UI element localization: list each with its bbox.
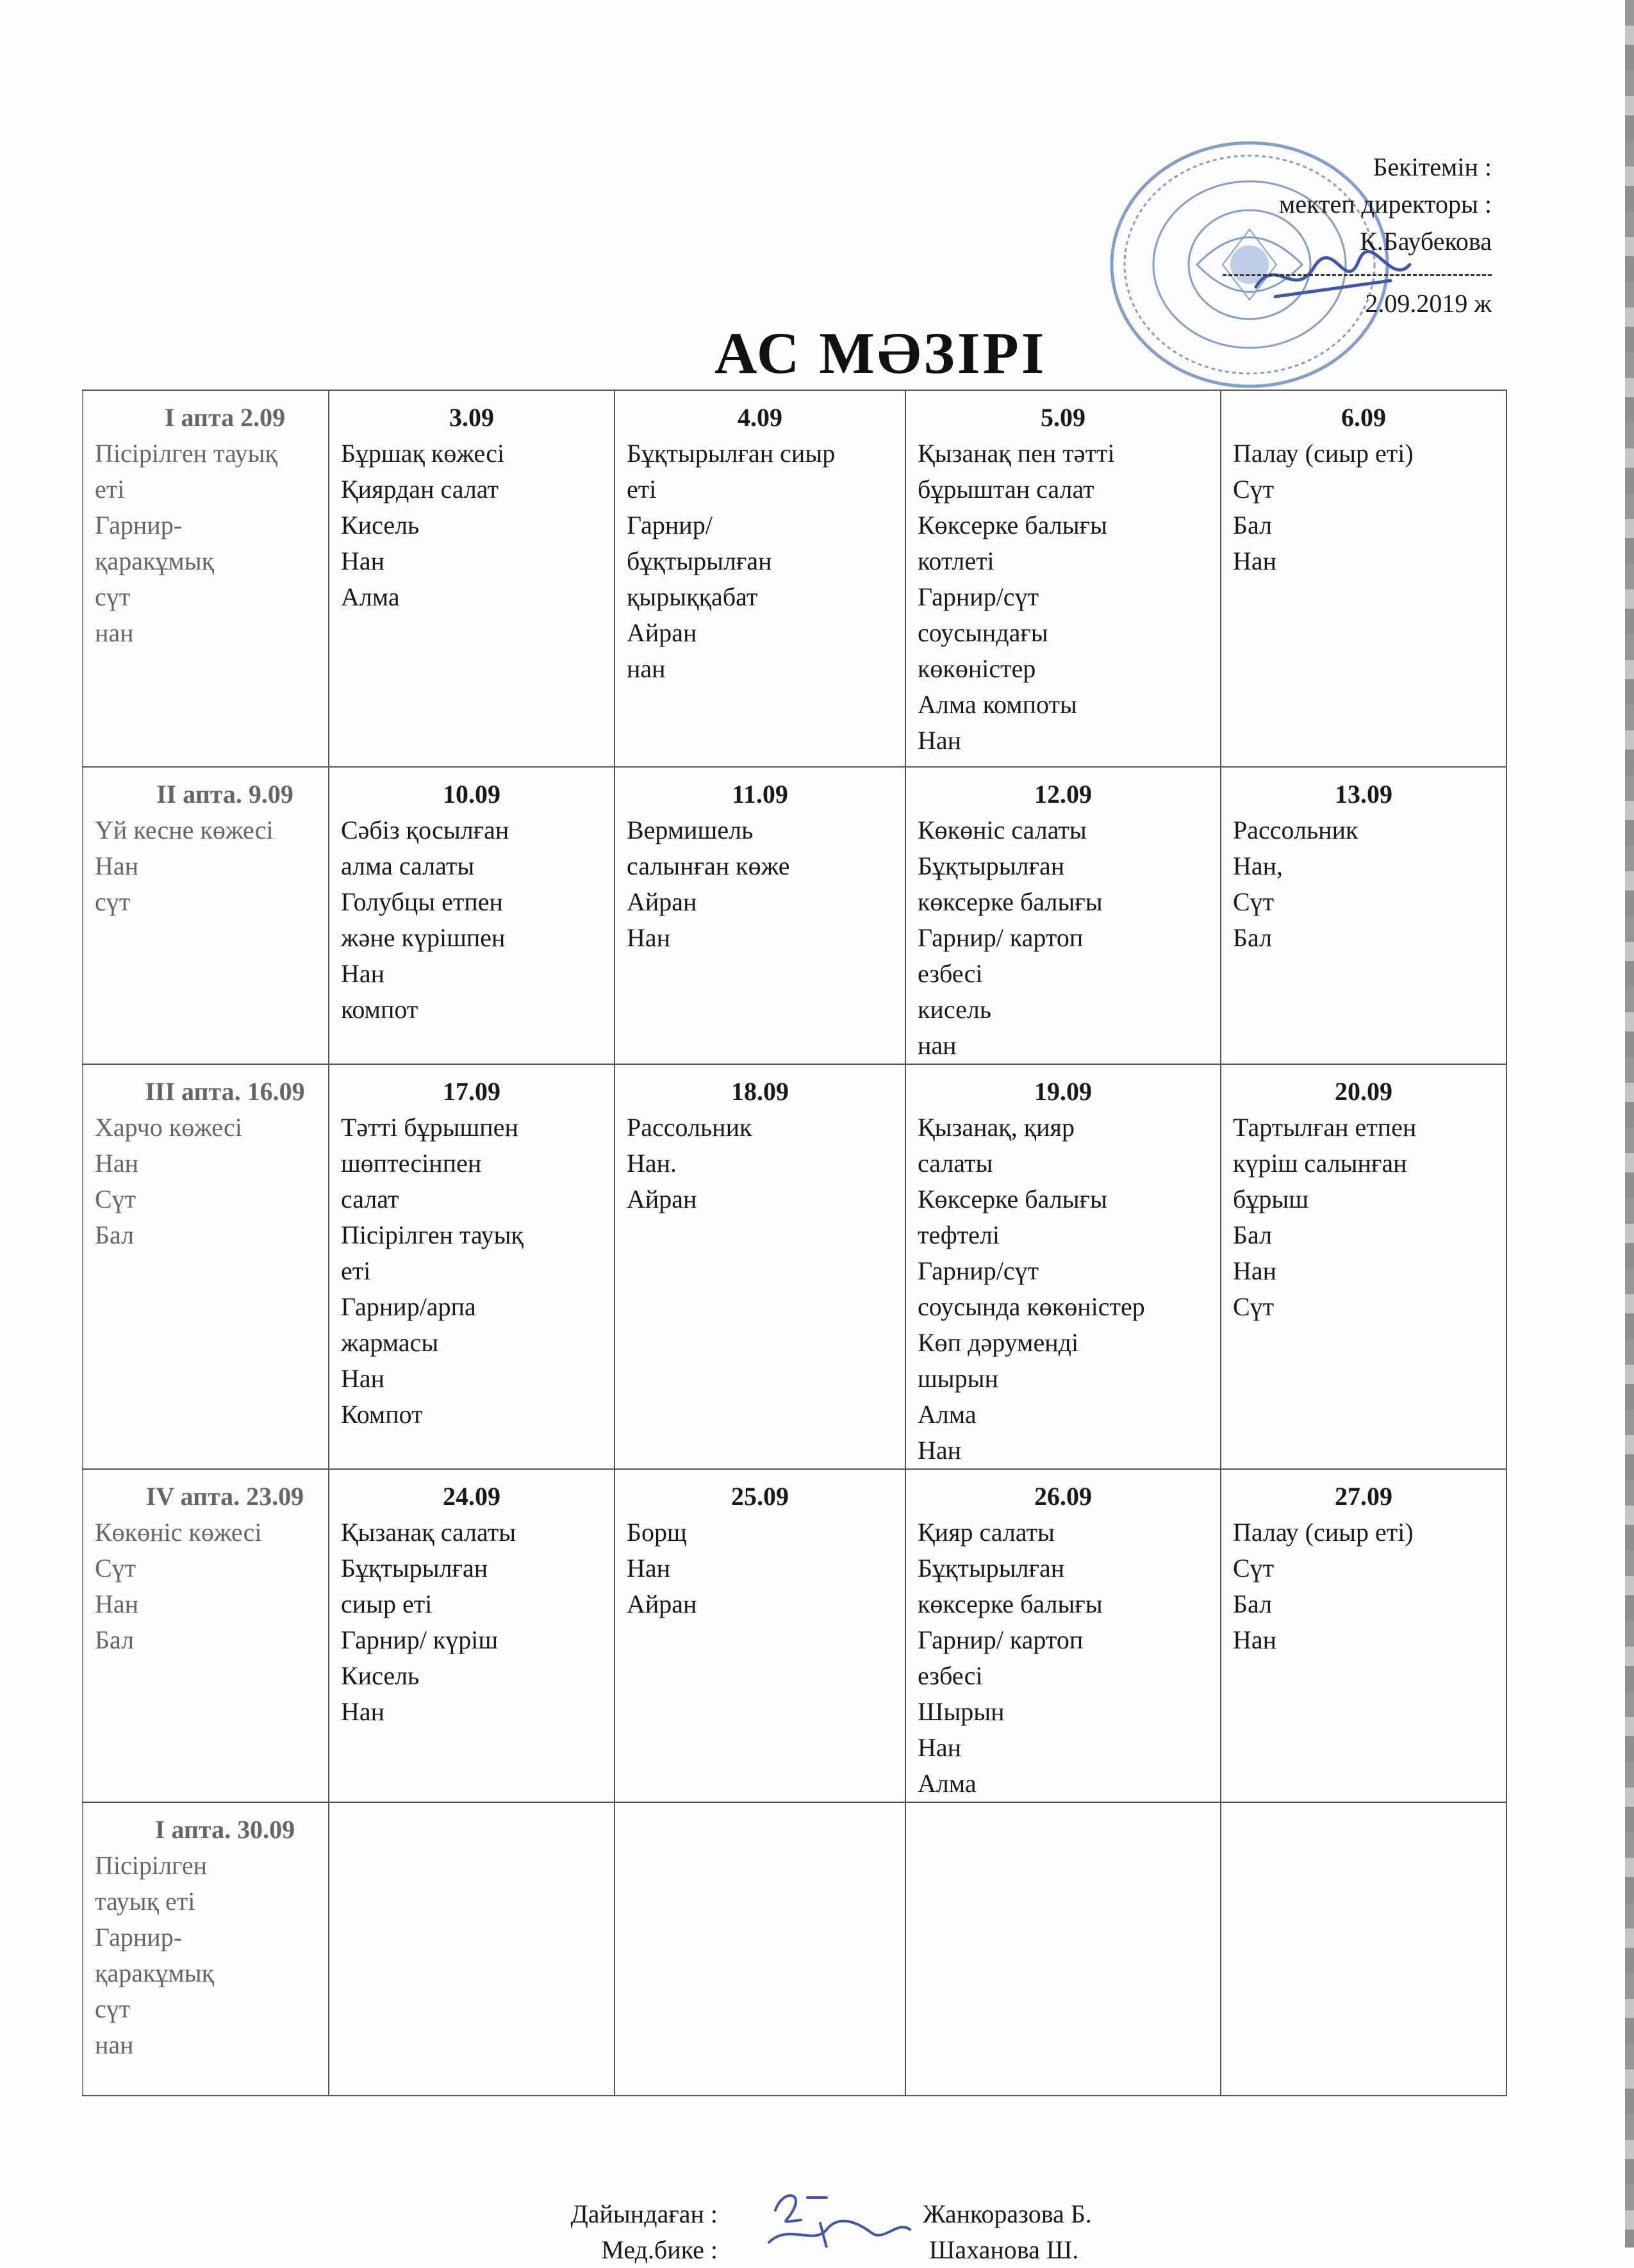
day-date: III апта. 16.09 bbox=[145, 1077, 305, 1106]
menu-item: Нан bbox=[341, 959, 385, 988]
approval-date: 2.09.2019 ж bbox=[1365, 289, 1492, 318]
menu-item: көкөністер bbox=[918, 654, 1036, 683]
menu-item: Бал bbox=[95, 1220, 135, 1249]
menu-item: Бұқтырылған bbox=[341, 1554, 488, 1582]
menu-item: Рассольник bbox=[627, 1113, 752, 1142]
menu-cell bbox=[615, 767, 905, 1064]
menu-item: Борщ bbox=[627, 1518, 687, 1547]
menu-cell bbox=[83, 390, 329, 767]
menu-item: Сүт bbox=[1233, 1554, 1275, 1582]
menu-item: бұқтырылған bbox=[627, 546, 772, 575]
menu-item: Қызанақ салаты bbox=[341, 1518, 516, 1547]
menu-item: нан bbox=[918, 1031, 957, 1060]
day-date: 26.09 bbox=[1034, 1482, 1092, 1511]
approval-position: мектеп директоры : bbox=[1279, 190, 1492, 218]
menu-item: Гарнир/ bbox=[627, 511, 713, 539]
menu-cell bbox=[905, 1064, 1221, 1469]
menu-item: қаракұмық bbox=[95, 546, 214, 575]
approval-name: К.Баубекова bbox=[1360, 227, 1492, 256]
menu-item: Нан bbox=[341, 1364, 385, 1393]
menu-item: Алма компоты bbox=[918, 690, 1077, 719]
menu-item: еті bbox=[627, 475, 657, 504]
menu-item: көксерке балығы bbox=[918, 1590, 1103, 1618]
menu-item: шөптесінпен bbox=[341, 1149, 482, 1178]
menu-item: Шырын bbox=[918, 1697, 1005, 1726]
menu-cell bbox=[329, 767, 615, 1064]
day-date: 5.09 bbox=[1041, 403, 1085, 432]
signature-line bbox=[1223, 268, 1492, 276]
day-date: I апта 2.09 bbox=[164, 403, 286, 432]
menu-item: Нан bbox=[1233, 1256, 1277, 1285]
menu-item: бұрыштан салат bbox=[918, 475, 1094, 504]
day-date: I апта. 30.09 bbox=[154, 1815, 295, 1844]
menu-cell bbox=[615, 1469, 905, 1802]
menu-item: Бал bbox=[1233, 511, 1273, 539]
menu-item: Компот bbox=[341, 1400, 423, 1429]
menu-cell bbox=[1221, 767, 1506, 1064]
menu-cell bbox=[905, 1802, 1221, 2096]
menu-item: сиыр еті bbox=[341, 1590, 433, 1618]
menu-item: Сүт bbox=[1233, 475, 1275, 504]
menu-item: Гарнир/сүт bbox=[918, 582, 1039, 611]
menu-item: Гарнир/ күріш bbox=[341, 1625, 499, 1654]
menu-item: Сүт bbox=[95, 1185, 136, 1213]
menu-item: көксерке балығы bbox=[918, 887, 1103, 916]
menu-item: Нан bbox=[918, 1733, 962, 1762]
menu-cell bbox=[615, 390, 905, 767]
menu-item: Бұршақ көжесі bbox=[341, 439, 505, 468]
menu-item: Гарнир/арпа bbox=[341, 1292, 476, 1321]
menu-item: Айран bbox=[627, 1590, 697, 1618]
menu-cell bbox=[905, 767, 1221, 1064]
menu-item: Қызанақ пен тәтті bbox=[918, 439, 1115, 468]
menu-cell bbox=[83, 1064, 329, 1469]
menu-item: Сүт bbox=[95, 1554, 136, 1582]
menu-item: Қиярдан салат bbox=[341, 475, 499, 504]
menu-item: Палау (сиыр еті) bbox=[1233, 1518, 1414, 1547]
day-date: 6.09 bbox=[1341, 403, 1386, 432]
day-date: 24.09 bbox=[443, 1482, 500, 1511]
menu-item: салынған көже bbox=[627, 851, 790, 880]
day-date: 18.09 bbox=[731, 1077, 789, 1106]
menu-cell bbox=[905, 1469, 1221, 1802]
menu-item: Бал bbox=[1233, 1590, 1273, 1618]
menu-item: еті bbox=[341, 1256, 371, 1285]
menu-item: нан bbox=[627, 654, 666, 683]
menu-item: Алма bbox=[918, 1769, 977, 1798]
menu-item: кисель bbox=[918, 995, 992, 1024]
menu-item: Бал bbox=[1233, 923, 1273, 952]
nurse-name: Шаханова Ш. bbox=[929, 2235, 1079, 2264]
menu-item: Көп дәруменді bbox=[918, 1328, 1079, 1357]
menu-table-body bbox=[83, 390, 1506, 2096]
menu-item: соусында көкөністер bbox=[918, 1292, 1145, 1321]
menu-item: сүт bbox=[95, 887, 131, 916]
menu-cell bbox=[329, 1802, 615, 2096]
menu-item: Нан bbox=[95, 851, 139, 880]
day-date: 12.09 bbox=[1034, 780, 1092, 809]
day-date: 17.09 bbox=[443, 1077, 500, 1106]
day-date: 25.09 bbox=[731, 1482, 789, 1511]
menu-cell bbox=[1221, 1064, 1506, 1469]
menu-cell bbox=[1221, 390, 1506, 767]
menu-item: Кисель bbox=[341, 1661, 420, 1690]
menu-item: Айран bbox=[627, 887, 697, 916]
menu-item: Пісірілген тауық bbox=[95, 439, 277, 468]
menu-item: тефтелі bbox=[918, 1220, 1000, 1249]
menu-cell bbox=[1221, 1802, 1506, 2096]
menu-item: қаракұмық bbox=[95, 1959, 214, 1987]
menu-item: Сүт bbox=[1233, 887, 1275, 916]
menu-item: нан bbox=[95, 2030, 134, 2059]
approval-block bbox=[1197, 149, 1492, 322]
menu-item: Нан bbox=[627, 1554, 671, 1582]
menu-item: Голубцы етпен bbox=[341, 887, 503, 916]
approval-label: Бекітемін : bbox=[1373, 152, 1492, 181]
menu-item: және күрішпен bbox=[341, 923, 506, 952]
menu-item: Бал bbox=[1233, 1220, 1273, 1249]
menu-item: Нан bbox=[95, 1590, 139, 1618]
menu-cell bbox=[83, 767, 329, 1064]
menu-item: Бұқтырылған bbox=[918, 1554, 1065, 1582]
menu-item: қырыққабат bbox=[627, 582, 758, 611]
menu-item: Нан bbox=[341, 1697, 385, 1726]
week-row bbox=[83, 1802, 1506, 2096]
menu-item: Харчо көжесі bbox=[95, 1113, 242, 1142]
menu-item: Нан bbox=[1233, 546, 1277, 575]
menu-item: езбесі bbox=[918, 1661, 983, 1690]
menu-item: сүт bbox=[95, 1994, 131, 2023]
day-date: 27.09 bbox=[1335, 1482, 1392, 1511]
menu-item: Нан, bbox=[1233, 851, 1283, 880]
menu-item: Гарнир/ картоп bbox=[918, 1625, 1084, 1654]
day-date: 11.09 bbox=[732, 780, 788, 809]
menu-item: Бұқтырылған bbox=[918, 851, 1065, 880]
menu-item: Тәтті бұрышпен bbox=[341, 1113, 518, 1142]
menu-item: Көксерке балығы bbox=[918, 511, 1107, 539]
prepared-name: Жанкоразова Б. bbox=[923, 2199, 1092, 2228]
menu-item: Қызанақ, қияр bbox=[918, 1113, 1075, 1142]
menu-item: Сәбіз қосылған bbox=[341, 816, 509, 844]
menu-cell bbox=[83, 1802, 329, 2096]
menu-item: компот bbox=[341, 995, 418, 1024]
menu-item: Көкөніс салаты bbox=[918, 816, 1087, 844]
day-date: 3.09 bbox=[449, 403, 494, 432]
week-row bbox=[83, 390, 1506, 767]
menu-item: Кисель bbox=[341, 511, 420, 539]
menu-item: Алма bbox=[341, 582, 400, 611]
page-title: АС МӘЗІРІ bbox=[714, 320, 1047, 386]
menu-item: Тартылған етпен bbox=[1233, 1113, 1417, 1142]
menu-item: Пісірілген тауық bbox=[341, 1220, 524, 1249]
day-date: 13.09 bbox=[1335, 780, 1392, 809]
menu-item: Гарнир- bbox=[95, 1923, 183, 1952]
menu-item: шырын bbox=[918, 1364, 998, 1393]
menu-item: Сүт bbox=[1233, 1292, 1275, 1321]
menu-item: Рассольник bbox=[1233, 816, 1358, 844]
menu-item: тауық еті bbox=[95, 1887, 195, 1916]
menu-item: Вермишель bbox=[627, 816, 754, 844]
week-row bbox=[83, 767, 1506, 1064]
menu-item: Пісірілген bbox=[95, 1851, 207, 1880]
menu-item: Палау (сиыр еті) bbox=[1233, 439, 1414, 468]
menu-item: салат bbox=[341, 1185, 399, 1213]
menu-item: нан bbox=[95, 618, 134, 647]
menu-item: Нан bbox=[918, 1436, 962, 1465]
week-row bbox=[83, 1469, 1506, 1802]
menu-table bbox=[82, 390, 1507, 2096]
menu-item: Гарнир/сүт bbox=[918, 1256, 1039, 1285]
day-date: 19.09 bbox=[1034, 1077, 1092, 1106]
menu-item: котлеті bbox=[918, 546, 994, 575]
scan-edge bbox=[1625, 0, 1634, 2247]
menu-item: күріш салынған bbox=[1233, 1149, 1407, 1178]
menu-item: Нан bbox=[627, 923, 671, 952]
menu-item: Гарнир- bbox=[95, 511, 183, 539]
menu-item: езбесі bbox=[918, 959, 983, 988]
menu-item: Алма bbox=[918, 1400, 977, 1429]
menu-item: салаты bbox=[918, 1149, 993, 1178]
menu-item: Бал bbox=[95, 1625, 135, 1654]
day-date: 4.09 bbox=[738, 403, 782, 432]
menu-item: еті bbox=[95, 475, 125, 504]
menu-cell bbox=[905, 390, 1221, 767]
menu-item: Нан bbox=[1233, 1625, 1277, 1654]
menu-cell bbox=[329, 1469, 615, 1802]
week-row bbox=[83, 1064, 1506, 1469]
menu-cell bbox=[83, 1469, 329, 1802]
day-date: 20.09 bbox=[1335, 1077, 1392, 1106]
day-date: II апта. 9.09 bbox=[156, 780, 293, 809]
menu-item: Нан bbox=[95, 1149, 139, 1178]
menu-item: Нан. bbox=[627, 1149, 677, 1178]
menu-item: сүт bbox=[95, 582, 131, 611]
menu-item: Гарнир/ картоп bbox=[918, 923, 1084, 952]
menu-item: Қияр салаты bbox=[918, 1518, 1055, 1547]
menu-item: Нан bbox=[918, 726, 962, 755]
day-date: 10.09 bbox=[443, 780, 500, 809]
day-date: IV апта. 23.09 bbox=[145, 1482, 304, 1511]
menu-item: Нан bbox=[341, 546, 385, 575]
menu-item: алма салаты bbox=[341, 851, 475, 880]
menu-item: Үй кесне көжесі bbox=[95, 816, 274, 844]
menu-cell bbox=[329, 390, 615, 767]
menu-item: соусындағы bbox=[918, 618, 1048, 647]
nurse-label: Мед.бике : bbox=[601, 2235, 718, 2264]
menu-cell bbox=[615, 1064, 905, 1469]
menu-item: Бұқтырылған сиыр bbox=[627, 439, 836, 468]
prepared-label: Дайындаған : bbox=[570, 2199, 718, 2228]
menu-item: Көкөніс көжесі bbox=[95, 1518, 262, 1547]
footer-signatures bbox=[750, 2185, 923, 2247]
menu-cell bbox=[329, 1064, 615, 1469]
menu-cell bbox=[615, 1802, 905, 2096]
menu-item: жармасы bbox=[341, 1328, 439, 1357]
menu-item: бұрыш bbox=[1233, 1185, 1309, 1213]
menu-item: Айран bbox=[627, 1185, 697, 1213]
menu-item: Көксерке балығы bbox=[918, 1185, 1107, 1213]
menu-item: Айран bbox=[627, 618, 697, 647]
menu-cell bbox=[1221, 1469, 1506, 1802]
